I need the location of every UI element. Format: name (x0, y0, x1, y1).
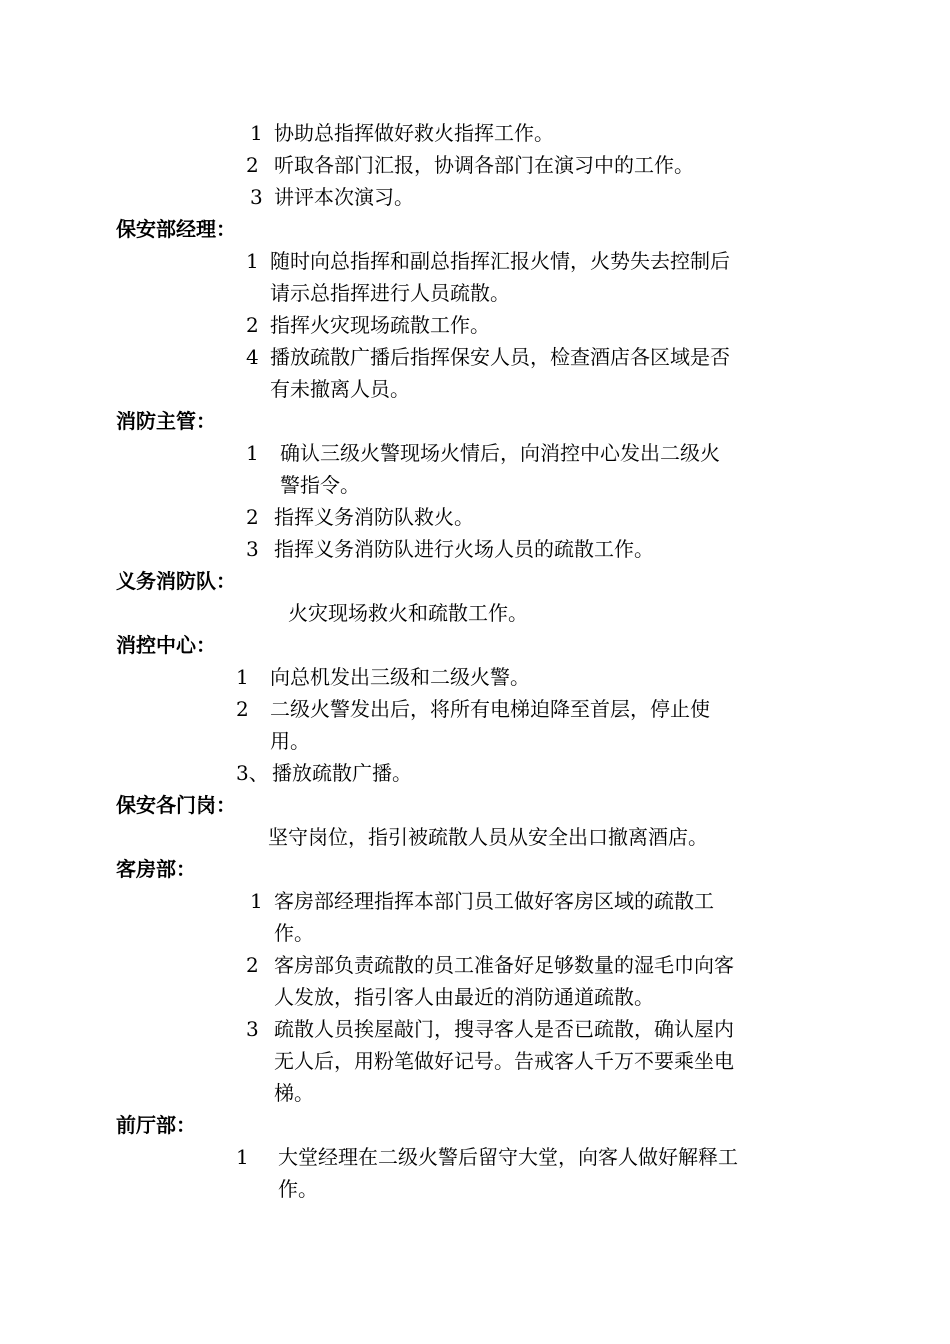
item-number: 1 (246, 441, 259, 465)
item-text: 坚守岗位，指引被疏散人员从安全出口撤离酒店。 (268, 825, 708, 849)
section-heading: 消控中心： (116, 633, 216, 657)
item-number: 2 (246, 313, 259, 337)
item-text: 指挥义务消防队进行火场人员的疏散工作。 (274, 537, 654, 561)
item-number: 3 (246, 537, 259, 561)
section-heading: 保安部经理： (116, 217, 236, 241)
item-text: 大堂经理在二级火警后留守大堂，向客人做好解释工 (278, 1145, 738, 1169)
item-text: 指挥火灾现场疏散工作。 (270, 313, 490, 337)
item-text: 二级火警发出后，将所有电梯迫降至首层，停止使 (270, 697, 710, 721)
section-heading: 客房部： (116, 857, 196, 881)
item-text: 指挥义务消防队救火。 (274, 505, 474, 529)
item-text: 听取各部门汇报，协调各部门在演习中的工作。 (274, 153, 694, 177)
item-text: 播放疏散广播后指挥保安人员，检查酒店各区域是否 (270, 345, 730, 369)
item-text: 作。 (278, 1177, 318, 1201)
item-text: 协助总指挥做好救火指挥工作。 (274, 121, 554, 145)
item-text: 客房部负责疏散的员工准备好足够数量的湿毛巾向客 (274, 953, 734, 977)
section-heading: 义务消防队： (116, 569, 236, 593)
item-text: 警指令。 (280, 473, 360, 497)
item-text: 客房部经理指挥本部门员工做好客房区域的疏散工 (274, 889, 714, 913)
item-number: 3 (250, 185, 263, 209)
item-number: 4 (246, 345, 259, 369)
item-number: 1 (246, 249, 259, 273)
item-text: 随时向总指挥和副总指挥汇报火情，火势失去控制后 (270, 249, 730, 273)
section-heading: 前厅部： (116, 1113, 196, 1137)
item-number: 1 (236, 1145, 249, 1169)
item-text: 火灾现场救火和疏散工作。 (288, 601, 528, 625)
item-number: 3、 (236, 761, 269, 785)
item-number: 1 (250, 121, 263, 145)
item-number: 3 (246, 1017, 259, 1041)
item-text: 确认三级火警现场火情后，向消控中心发出二级火 (280, 441, 720, 465)
item-text: 人发放，指引客人由最近的消防通道疏散。 (274, 985, 654, 1009)
item-text: 有未撤离人员。 (270, 377, 410, 401)
item-text: 梯。 (274, 1081, 314, 1105)
item-text: 用。 (270, 729, 310, 753)
item-number: 2 (246, 153, 259, 177)
item-text: 疏散人员挨屋敲门，搜寻客人是否已疏散，确认屋内 (274, 1017, 734, 1041)
item-text: 作。 (274, 921, 314, 945)
item-number: 2 (236, 697, 249, 721)
item-number: 1 (250, 889, 263, 913)
item-text: 请示总指挥进行人员疏散。 (270, 281, 510, 305)
item-number: 2 (246, 953, 259, 977)
item-text: 讲评本次演习。 (274, 185, 414, 209)
item-number: 1 (236, 665, 249, 689)
item-text: 无人后，用粉笔做好记号。告戒客人千万不要乘坐电 (274, 1049, 734, 1073)
section-heading: 保安各门岗： (116, 793, 236, 817)
section-heading: 消防主管： (116, 409, 216, 433)
item-number: 2 (246, 505, 259, 529)
item-text: 播放疏散广播。 (272, 761, 412, 785)
item-text: 向总机发出三级和二级火警。 (270, 665, 530, 689)
